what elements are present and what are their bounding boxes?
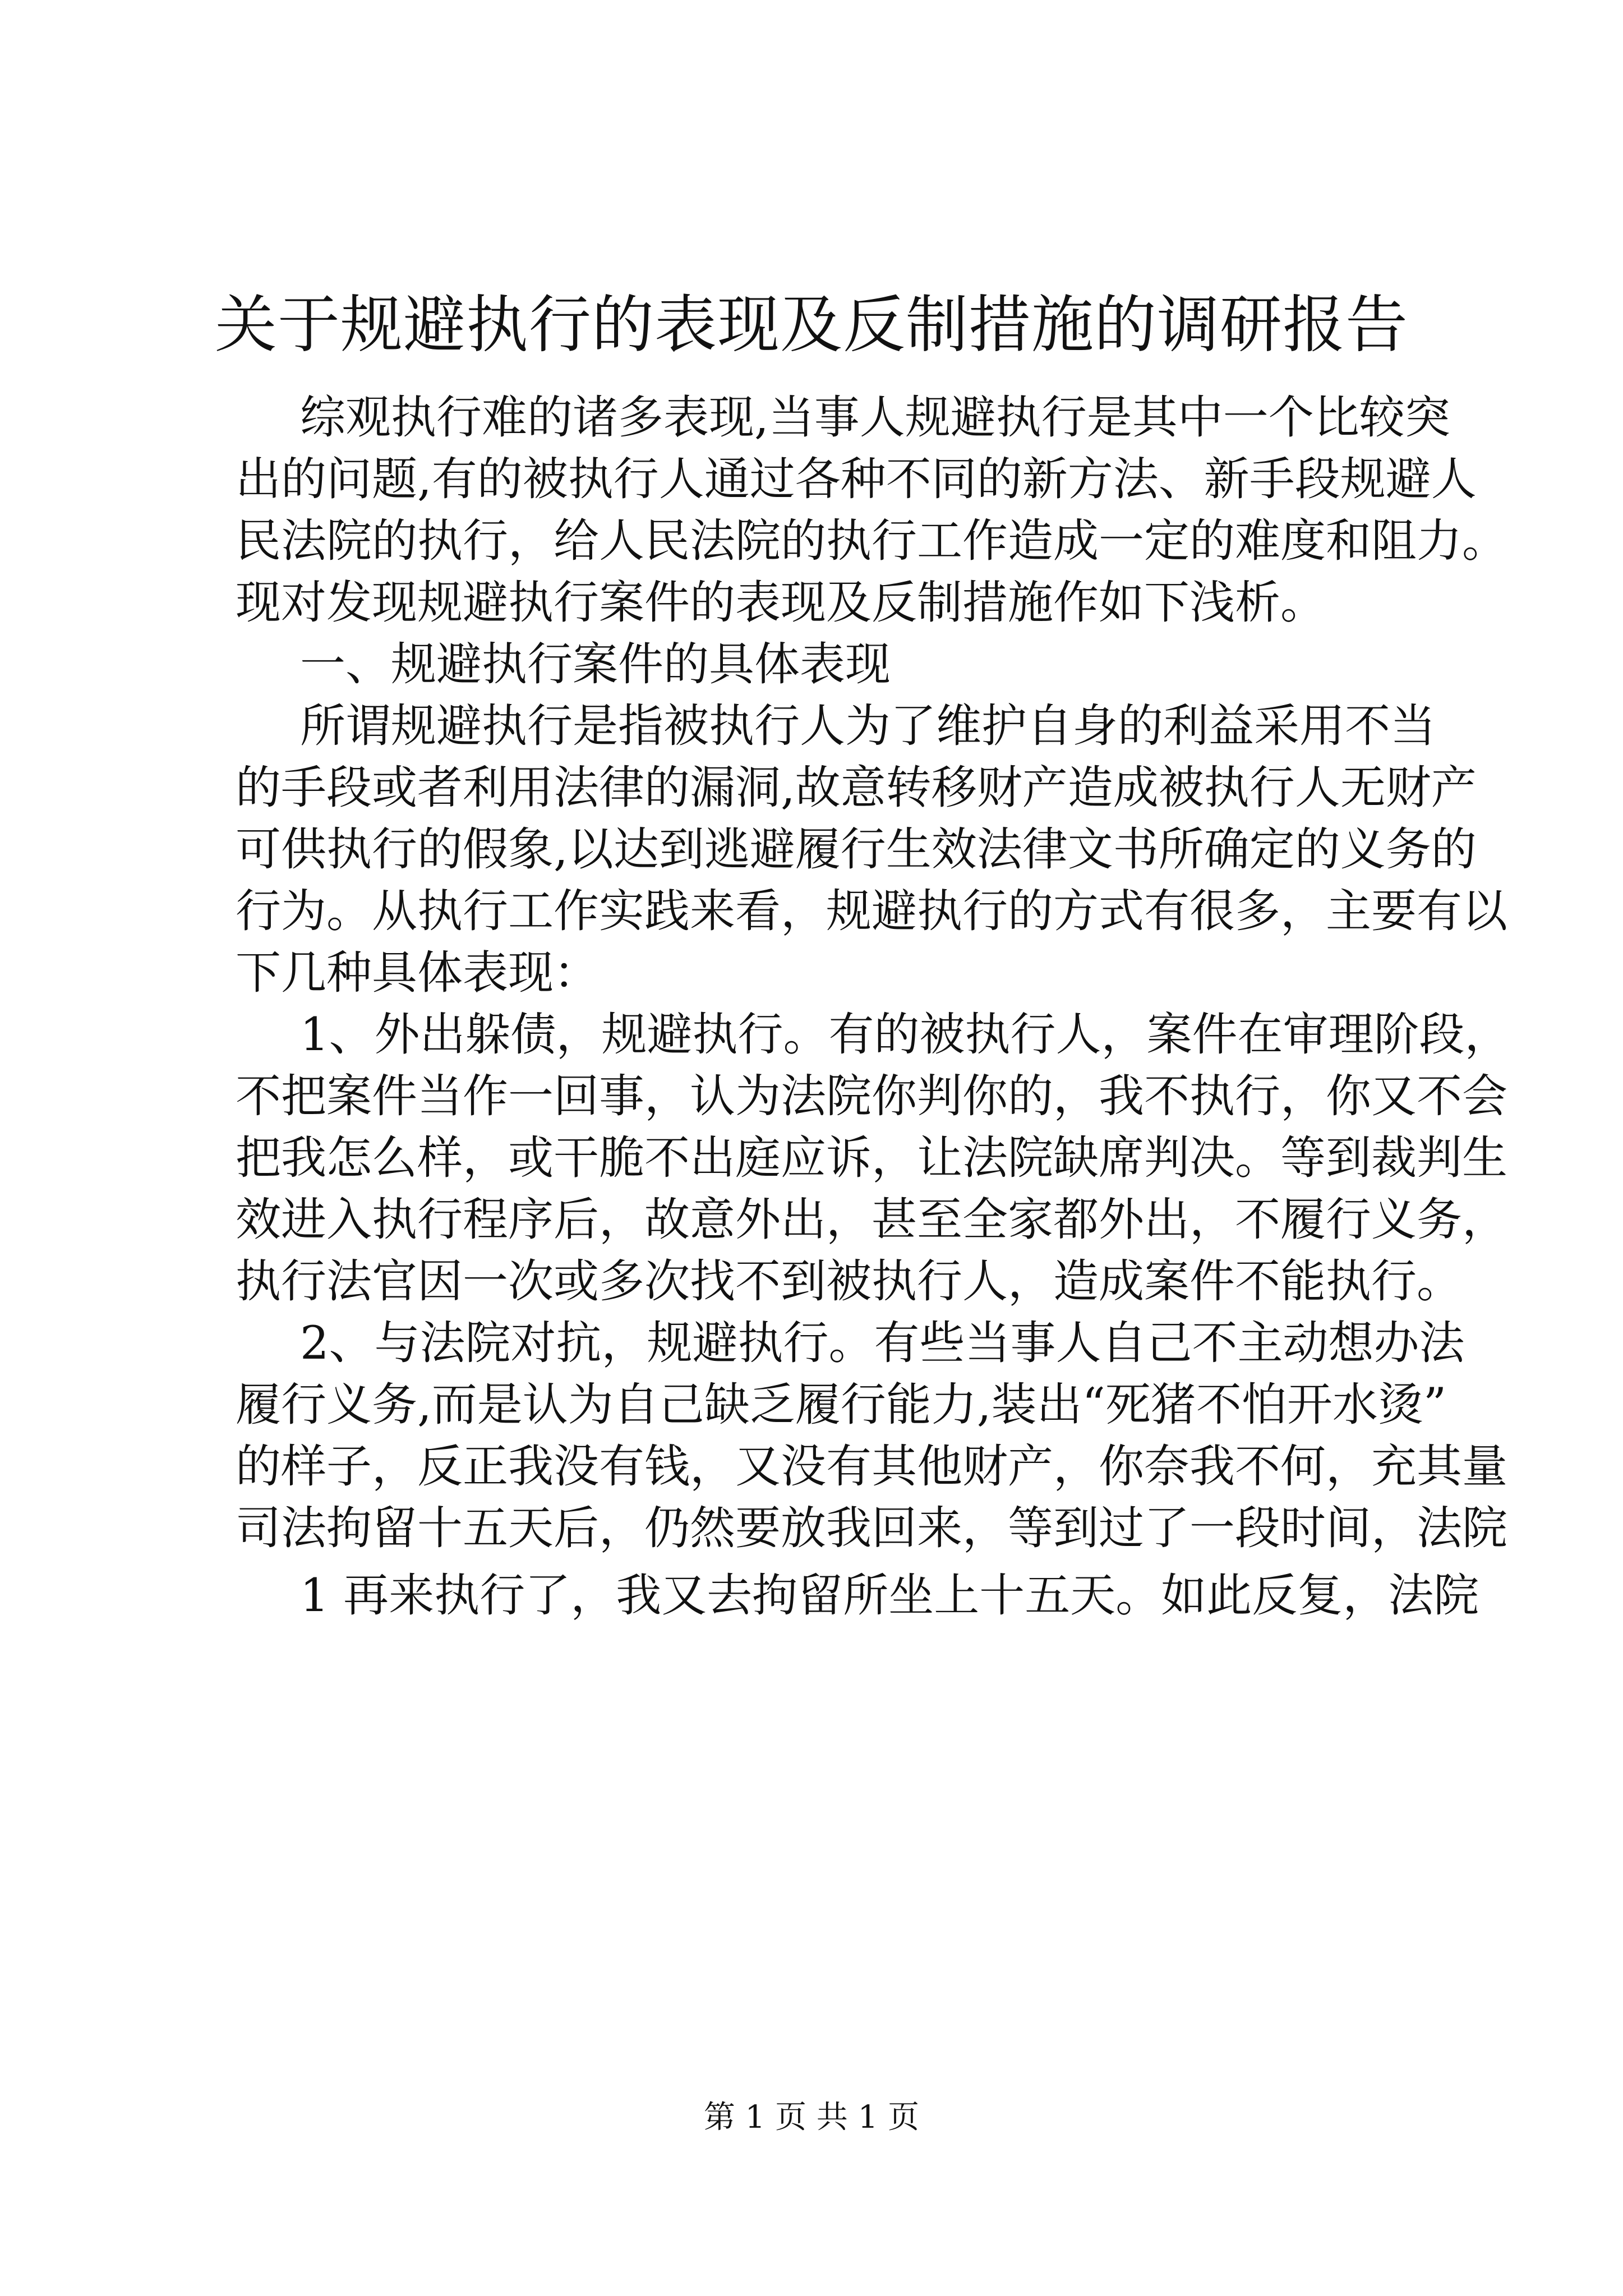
paragraph-line: 1 再来执行了，我又去拘留所坐上十五天。如此反复，法院 [300,1570,1479,1622]
paragraph-line: 所谓规避执行是指被执行人为了维护自身的利益采用不当 [300,700,1436,753]
paragraph-line: 行为。从执行工作实践来看，规避执行的方式有很多，主要有以 [236,885,1508,938]
paragraph-line: 出的问题,有的被执行人通过各种不同的新方法、新手段规避人 [236,453,1477,506]
paragraph-line: 履行义务,而是认为自己缺乏履行能力,装出“死猪不怕开水烫” [236,1379,1447,1432]
paragraph-line: 1、外出躲债，规避执行。有的被执行人，案件在审理阶段， [300,1009,1510,1061]
paragraph-line: 的样子，反正我没有钱，又没有其他财产，你奈我不何，充其量 [236,1441,1508,1493]
paragraph-line: 不把案件当作一回事，认为法院你判你的，我不执行，你又不会 [236,1070,1508,1123]
document-title: 关于规避执行的表现及反制措施的调研报告 [214,289,1408,361]
paragraph-line: 可供执行的假象,以达到逃避履行生效法律文书所确定的义务的 [236,823,1477,876]
paragraph-line: 2、与法院对抗，规避执行。有些当事人自己不主动想办法 [300,1317,1465,1370]
paragraph-line: 把我怎么样，或干脆不出庭应诉，让法院缺席判决。等到裁判生 [236,1132,1508,1185]
page-footer: 第 1 页 共 1 页 [703,2099,920,2136]
paragraph-line: 效进入执行程序后，故意外出，甚至全家都外出，不履行义务， [236,1194,1508,1246]
paragraph-line: 现对发现规避执行案件的表现及反制措施作如下浅析。 [236,577,1326,629]
paragraph-line: 民法院的执行，给人民法院的执行工作造成一定的难度和阻力。 [236,515,1508,568]
paragraph-line: 下几种具体表现： [236,947,600,1000]
paragraph-line: 司法拘留十五天后，仍然要放我回来，等到过了一段时间，法院 [236,1502,1508,1555]
paragraph-line: 执行法官因一次或多次找不到被执行人，造成案件不能执行。 [236,1255,1463,1308]
paragraph-line: 综观执行难的诸多表现,当事人规避执行是其中一个比较突 [300,392,1450,444]
paragraph-line: 的手段或者利用法律的漏洞,故意转移财产造成被执行人无财产 [236,762,1477,815]
section-heading: 一、规避执行案件的具体表现 [300,638,891,691]
